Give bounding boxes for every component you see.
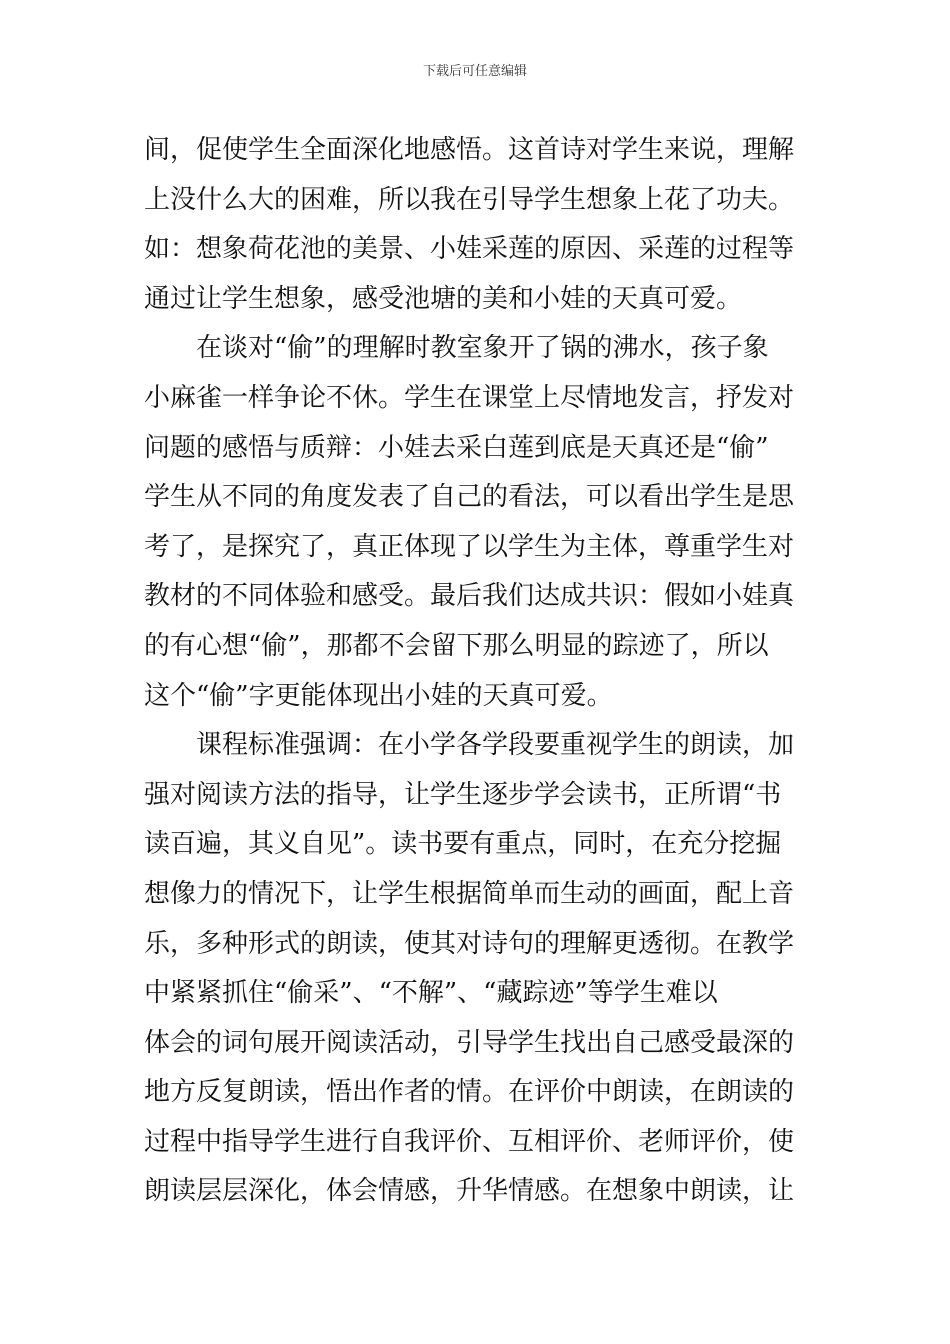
text-line: 在谈对“偷”的理解时教室象开了锅的沸水，孩子象 <box>196 333 769 364</box>
text-line: 强对阅读方法的指导，让学生逐步学会读书，正所谓“书 <box>144 779 782 810</box>
text-line: 教材的不同体验和感受。最后我们达成共识：假如小娃真 <box>144 581 795 612</box>
text-line: 如：想象荷花池的美景、小娃采莲的原因、采莲的过程等 <box>144 234 795 265</box>
text-line: 中紧紧抓住“偷采”、“不解”、“藏踪迹”等学生难以 <box>144 978 718 1009</box>
text-line: 的有心想“偷”，那都不会留下那么明显的踪迹了，所以 <box>144 630 769 661</box>
text-line: 考了，是探究了，真正体现了以学生为主体，尊重学生对 <box>144 531 795 562</box>
text-line: 通过让学生想象，感受池塘的美和小娃的天真可爱。 <box>144 283 743 314</box>
text-line: 课程标准强调：在小学各学段要重视学生的朗读，加 <box>196 730 795 761</box>
text-line: 地方反复朗读，悟出作者的情。在评价中朗读，在朗读的 <box>144 1077 795 1108</box>
text-line: 体会的词句展开阅读活动，引导学生找出自己感受最深的 <box>144 1027 795 1058</box>
text-line: 这个“偷”字更能体现出小娃的天真可爱。 <box>144 680 613 711</box>
text-line: 读百遍，其义自见”。读书要有重点，同时，在充分挖掘 <box>144 829 782 860</box>
text-line: 朗读层层深化，体会情感，升华情感。在想象中朗读，让 <box>144 1176 795 1207</box>
text-line: 过程中指导学生进行自我评价、互相评价、老师评价，使 <box>144 1126 795 1157</box>
text-line: 学生从不同的角度发表了自己的看法，可以看出学生是思 <box>144 482 795 513</box>
text-line: 乐，多种形式的朗读，使其对诗句的理解更透彻。在教学 <box>144 928 795 959</box>
text-line: 间，促使学生全面深化地感悟。这首诗对学生来说，理解 <box>144 135 795 165</box>
text-line: 问题的感悟与质辩：小娃去采白莲到底是天真还是“偷” <box>144 432 769 463</box>
text-line: 小麻雀一样争论不休。学生在课堂上尽情地发言，抒发对 <box>144 382 795 413</box>
paragraph <box>144 721 808 1217</box>
page-header: 下载后可任意编辑 <box>422 64 527 79</box>
paragraph <box>144 126 808 324</box>
text-line: 想像力的情况下，让学生根据简单而生动的画面，配上音 <box>144 878 795 909</box>
paragraph <box>144 324 808 721</box>
document-body <box>144 126 808 1217</box>
text-line: 上没什么大的困难，所以我在引导学生想象上花了功夫。 <box>144 184 795 215</box>
